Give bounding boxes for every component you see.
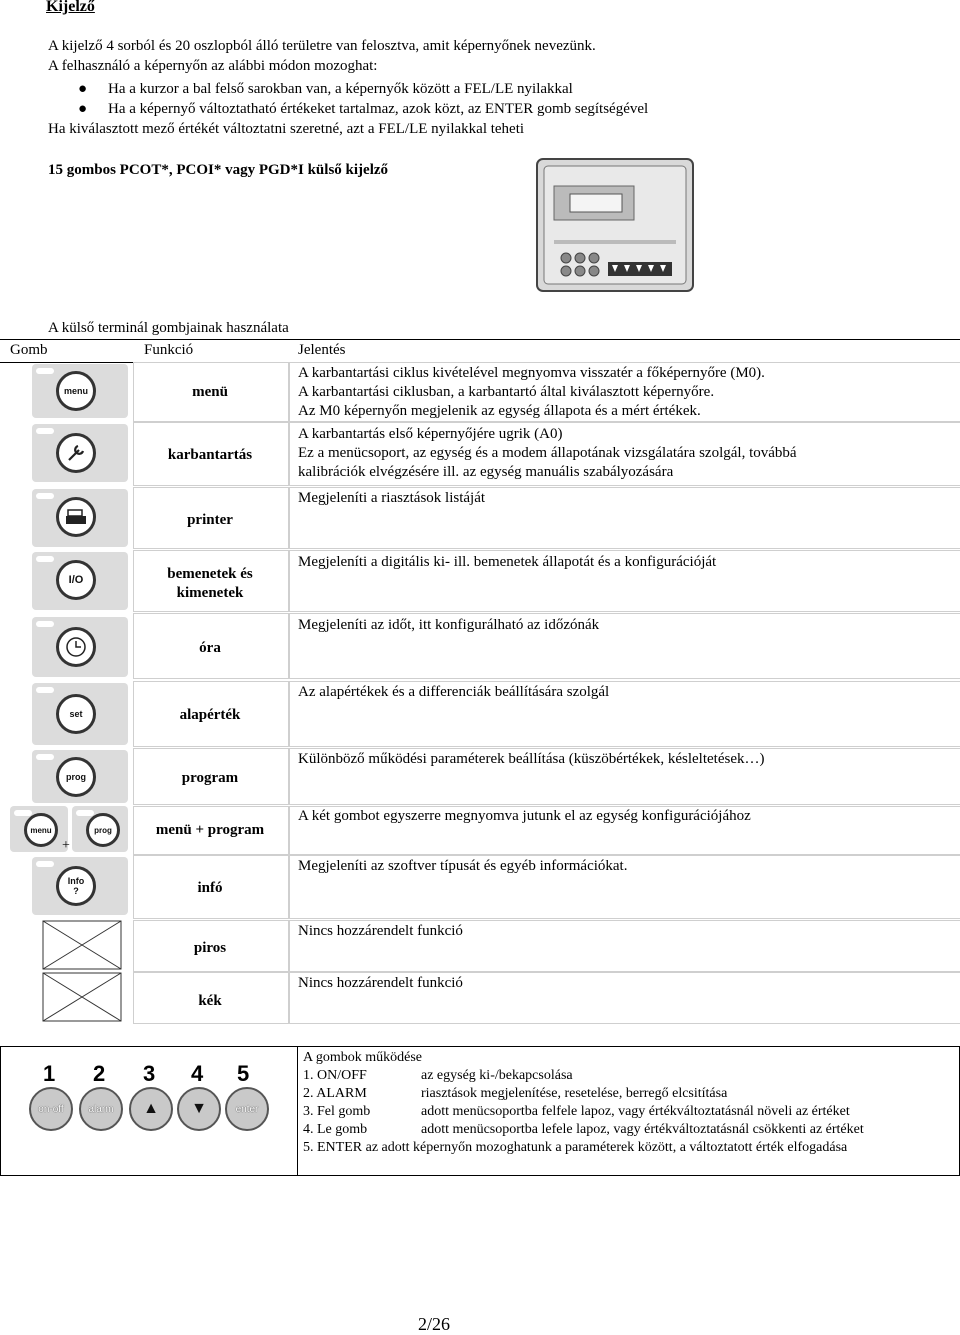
desc-line: Nincs hozzárendelt funkció bbox=[298, 923, 463, 939]
desc-line: Megjeleníti a riasztások listáját bbox=[298, 490, 486, 506]
desc-line: Nincs hozzárendelt funkció bbox=[298, 975, 463, 991]
panel-item-key: 1. ON/OFF bbox=[303, 1068, 367, 1083]
key-number: 3 bbox=[143, 1061, 156, 1086]
io-button-icon: I/O bbox=[56, 560, 96, 600]
keys-panel bbox=[0, 1046, 960, 1176]
keys-image bbox=[9, 1057, 289, 1167]
panel-item-last: 5. ENTER az adott képernyőn mozoghatunk a paraméterek között, a változtatott érték elfogadása bbox=[303, 1140, 848, 1155]
desc-line: Ez a menücsoport, az egység és a modem állapotának vizsgálatára szolgál, továbbá bbox=[298, 445, 797, 461]
func-label: óra bbox=[199, 640, 221, 656]
printer-icon bbox=[56, 497, 96, 537]
func-label: menü bbox=[192, 384, 228, 400]
desc-line: Különböző működési paraméterek beállítása (küszöbértékek, késleltetések…) bbox=[298, 751, 765, 767]
panel-item-value: adott menücsoportba lefele lapoz, vagy értékváltoztatásnál csökkenti az értéket bbox=[421, 1122, 864, 1137]
intro-line-2: A felhasználó a képernyőn az alábbi módon mozoghat: bbox=[48, 58, 378, 74]
table-header bbox=[0, 339, 960, 363]
func-label: menü + program bbox=[155, 822, 265, 838]
menu-button-icon: menu bbox=[56, 371, 96, 411]
bullet-item bbox=[78, 99, 649, 119]
desc-line: A két gombot egyszerre megnyomva jutunk el az egység konfigurációjához bbox=[298, 808, 751, 824]
desc-line: Az M0 képernyőn megjelenik az egység állapota és a mért értékek. bbox=[298, 403, 701, 419]
desc-line: Megjeleníti a digitális ki- ill. bemenetek állapotát és a konfigurációját bbox=[298, 554, 717, 570]
panel-item-value: az egység ki-/bekapcsolása bbox=[421, 1068, 573, 1083]
func-label: program bbox=[181, 770, 239, 786]
desc-line: Megjeleníti az szoftver típusát és egyéb információkat. bbox=[298, 858, 628, 874]
page-number: 2/26 bbox=[418, 1314, 451, 1334]
bullet-text: Ha a kurzor a bal felső sarokban van, a képernyők között a FEL/LE nyilakkal bbox=[108, 81, 573, 97]
key-number: 2 bbox=[93, 1061, 106, 1086]
plus-icon: + bbox=[62, 838, 70, 853]
key-number: 5 bbox=[237, 1061, 250, 1086]
desc-line: A karbantartás első képernyőjére ugrik (A0) bbox=[298, 426, 563, 442]
func-label: piros bbox=[193, 940, 227, 956]
intro-line-1: A kijelző 4 sorból és 20 oszlopból álló területre van felosztva, amit képernyőnek nevezünk. bbox=[48, 38, 596, 54]
down-arrow-icon: ▼ bbox=[177, 1087, 221, 1131]
desc-line: A karbantartási ciklusban, a karbantartó által kiválasztott képernyőre. bbox=[298, 384, 715, 400]
desc-line: kalibrációk elvégzésére ill. az egység manuális szabályozására bbox=[298, 464, 674, 480]
func-label: kék bbox=[198, 993, 222, 1009]
bullet-icon: ● bbox=[78, 101, 88, 117]
panel-item-value: adott menücsoportba felfele lapoz, vagy értékváltoztatásnál növeli az értéket bbox=[421, 1104, 850, 1119]
info-label: Info bbox=[67, 876, 85, 886]
menu-button-icon: menu bbox=[24, 813, 58, 847]
desc-line: A karbantartási ciklus kivételével megnyomva visszatér a főképernyőre (M0). bbox=[298, 365, 765, 381]
clock-icon bbox=[56, 627, 96, 667]
page-title: Kijelző bbox=[46, 0, 95, 15]
func-label: kimenetek bbox=[176, 585, 244, 601]
func-label: karbantartás bbox=[167, 447, 253, 463]
panel-item-value: riasztások megjelenítése, resetelése, berregő elcsitítása bbox=[421, 1086, 728, 1101]
panel-item-key: 4. Le gomb bbox=[303, 1122, 368, 1137]
func-label: infó bbox=[197, 880, 223, 896]
bullet-text: Ha a képernyő változtatható értékeket tartalmaz, azok közt, az ENTER gomb segítségével bbox=[108, 101, 649, 117]
set-button-icon: set bbox=[56, 694, 96, 734]
device-heading: 15 gombos PCOT*, PCOI* vagy PGD*I külső kijelző bbox=[48, 162, 389, 178]
pgd-terminal-image bbox=[536, 158, 694, 292]
col-jelentes: Jelentés bbox=[298, 342, 346, 358]
func-label: alapérték bbox=[179, 707, 241, 723]
up-arrow-icon: ▲ bbox=[129, 1087, 173, 1131]
desc-line: Megjeleníti az időt, itt konfigurálható az időzónák bbox=[298, 617, 600, 633]
panel-item-key: 3. Fel gomb bbox=[303, 1104, 371, 1119]
wrench-icon bbox=[56, 433, 96, 473]
key-number: 4 bbox=[191, 1061, 204, 1086]
func-label: bemenetek és bbox=[167, 566, 253, 582]
info-button-icon bbox=[56, 866, 96, 906]
on-off-key-icon: on-off bbox=[29, 1087, 73, 1131]
alarm-key-icon: alarm bbox=[79, 1087, 123, 1131]
desc-line: Az alapértékek és a differenciák beállítására szolgál bbox=[298, 684, 610, 700]
key-number: 1 bbox=[43, 1061, 56, 1086]
panel-item-key: 2. ALARM bbox=[303, 1086, 367, 1101]
bullet-item bbox=[78, 79, 573, 99]
bullet-icon: ● bbox=[78, 81, 88, 97]
col-funkcio: Funkció bbox=[144, 342, 194, 358]
question-icon: ? bbox=[73, 886, 79, 896]
usage-heading: A külső terminál gombjainak használata bbox=[48, 320, 289, 336]
panel-heading: A gombok működése bbox=[303, 1050, 422, 1065]
empty-cross-icon bbox=[42, 972, 122, 1022]
prog-button-icon: prog bbox=[56, 757, 96, 797]
intro-line-3: Ha kiválasztott mező értékét változtatni szeretné, azt a FEL/LE nyilakkal teheti bbox=[48, 121, 525, 137]
col-gomb: Gomb bbox=[10, 342, 48, 358]
empty-cross-icon bbox=[42, 920, 122, 970]
func-label: printer bbox=[187, 512, 233, 528]
enter-key-icon: enter bbox=[225, 1087, 269, 1131]
prog-button-icon: prog bbox=[86, 813, 120, 847]
